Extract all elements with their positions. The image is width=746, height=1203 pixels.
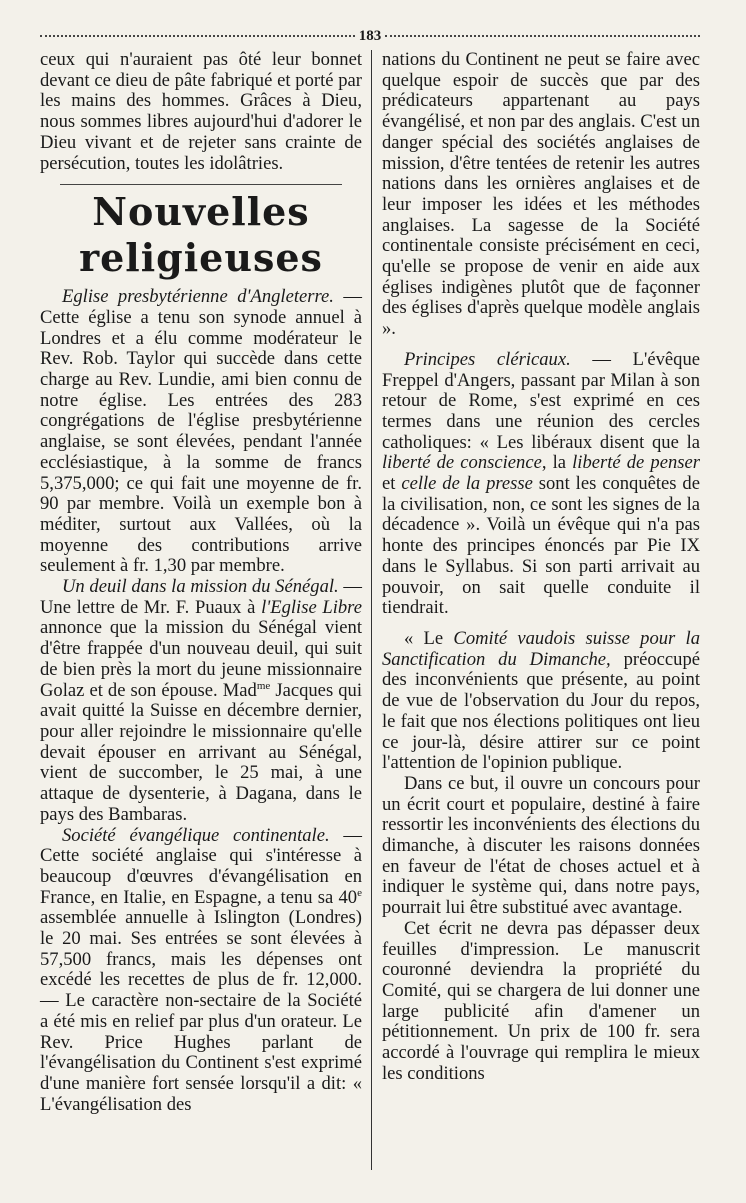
news-item-presbyterian — [40, 287, 362, 577]
section-heading: Nouvelles religieuses — [79, 189, 323, 281]
column-divider — [371, 50, 372, 1170]
news-item-senegal — [40, 577, 362, 825]
news-item-body: assemblée annuelle à Islington (Londres) le 20 mai. Ses entrées se sont élevées à 57,500 francs, mais les dépenses ont excédé les recettes de plus de fr. 12,000. — Le caractère non-sectaire de la Société a été mis en relief par plus d'un orateur. Le Rev. Price Hughes parlant de l'évangélisation du Continent s'est exprimé d'une manière fort sensée lorsqu'il a dit: « L'évangélisation des — [40, 907, 362, 1115]
left-column — [40, 50, 362, 1115]
committee-name: Comité vaudois suisse pour la Sanctification du Dimanche, — [382, 627, 700, 670]
news-item-title: Un deuil dans la mission du Sénégal. — [62, 576, 339, 598]
superscript: me — [256, 679, 271, 692]
news-item-body: — Cette société anglaise qui s'intéresse à beaucoup d'œuvres d'évangélisation en France, en Italie, en Espagne, a tenu sa 40 — [40, 824, 362, 908]
header-rule-right — [385, 35, 700, 37]
paragraph-text: « Le — [404, 627, 454, 649]
contest-paragraph: Dans ce but, il ouvre un concours pour un écrit court et populaire, destiné à faire ressortir les inconvénients des élections du dimanche, à discuter les raisons données en faveur de l'état de choses actuel et à indiquer le système qui, dans notre pays, pourrait lui être substitué avec avantage. — [382, 772, 700, 919]
news-item-body: annonce que la mission du Sénégal vient d'être frappée d'un nouveau deuil, qui suit de bien près la mort du jeune missionnaire Golaz et de son épouse. Mad — [40, 617, 362, 701]
quote-italic: liberté de penser — [572, 452, 700, 474]
news-item-body: et — [382, 473, 402, 495]
quote-italic: celle de la presse — [401, 473, 533, 495]
news-item-continental-society — [40, 826, 362, 1116]
news-item-body: — Une lettre de Mr. F. Puaux à — [40, 576, 362, 618]
paragraph-text: préoccupé des inconvénients que présente, au point de vue de l'observation du Jour du repos, le fait que nos élections politiques ont lieu ce jour-là, désire attirer sur ce point l'attention de l'opinion publique. — [382, 648, 700, 774]
news-item-body: — Cette église a tenu son synode annuel à Londres et a élu comme modérateur le Rev. Rob. Taylor qui succède dans cette charge au Rev. Lundie, ami bien connu de notre église. Les entrées des 283 congrégations de l'église presbytérienne anglaise, se sont élevées, pendant l'année ecclésiastique, à la somme de francs 5,375,000; ce qui fait une moyenne de fr. 90 par membre. Voilà un exemple bon à méditer, surtout aux Vallées, où la moyenne des contributions arrive seulement à fr. 1,30 par membre. — [40, 286, 362, 577]
continued-paragraph: nations du Continent ne peut se faire avec quelque espoir de succès que par des prédicateurs appartenant au pays évangélisé, et non par des anglais. C'est un danger spécial des sociétés anglaises de mission, d'être tentées de retenir les autres nations dans les ornières anglaises et de leur imposer les idées et les méthodes anglaises. La sagesse de la Société continentale consiste précisément en ceci, qu'elle se propose de venir en aide aux églises indigènes plutôt que de façonner des églises d'après quelque modèle anglais ». — [382, 49, 700, 340]
news-item-clerical — [382, 350, 700, 619]
news-item-title: Eglise presbytérienne d'Angleterre. — [62, 286, 334, 308]
section-rule — [60, 184, 342, 185]
intro-paragraph: ceux qui n'auraient pas ôté leur bonnet devant ce dieu de pâte fabriqué et porté par les mains des hommes. Grâces à Dieu, nous sommes libres aujourd'hui d'adorer le Dieu vivant et de rejeter sans crainte de persécution, toutes les idolâtries. — [40, 49, 362, 174]
quote-italic: liberté de conscience — [382, 452, 542, 474]
page-header — [40, 26, 700, 46]
news-item-title: Principes cléricaux. — [404, 348, 571, 370]
right-column — [382, 50, 700, 1084]
prize-paragraph: Cet écrit ne devra pas dépasser deux feuilles d'impression. Le manuscrit couronné deviendra la propriété du Comité, qui se chargera de lui donner une large publicité afin d'amener un pétitionnement. Un prix de 100 fr. sera accordé à l'ouvrage qui remplira le mieux les conditions — [382, 917, 700, 1084]
news-item-body: — L'évêque Freppel d'Angers, passant par Milan à son retour de Rome, s'est exprimé en ces termes dans une réunion des cercles catholiques: « Les libéraux disent que la — [382, 348, 701, 453]
news-item-title: Société évangélique continentale. — [62, 824, 330, 846]
news-item-body: , la — [541, 452, 573, 474]
superscript: e — [357, 886, 362, 899]
news-item-body: Jacques qui avait quitté la Suisse en décembre dernier, pour aller rejoindre le missionnaire qu'elle devait épouser en arrivant au Sénégal, vient de succomber, le 25 mai, à une attaque de dysenterie, à Dagana, dans le pays des Bambaras. — [40, 679, 362, 825]
newspaper-name: l'Eglise Libre — [261, 596, 362, 618]
sunday-committee-paragraph — [382, 629, 700, 774]
page-number: 183 — [358, 27, 382, 44]
header-rule-left — [40, 35, 355, 37]
news-item-body: sont les conquêtes de la civilisation, non, ce sont les signes de la décadence ». Voilà un évêque qui n'a pas honte des principes énoncés par Pie IX dans le Syllabus. Si son parti arrivait au pouvoir, on sait quelle conduite il tiendrait. — [382, 473, 700, 619]
